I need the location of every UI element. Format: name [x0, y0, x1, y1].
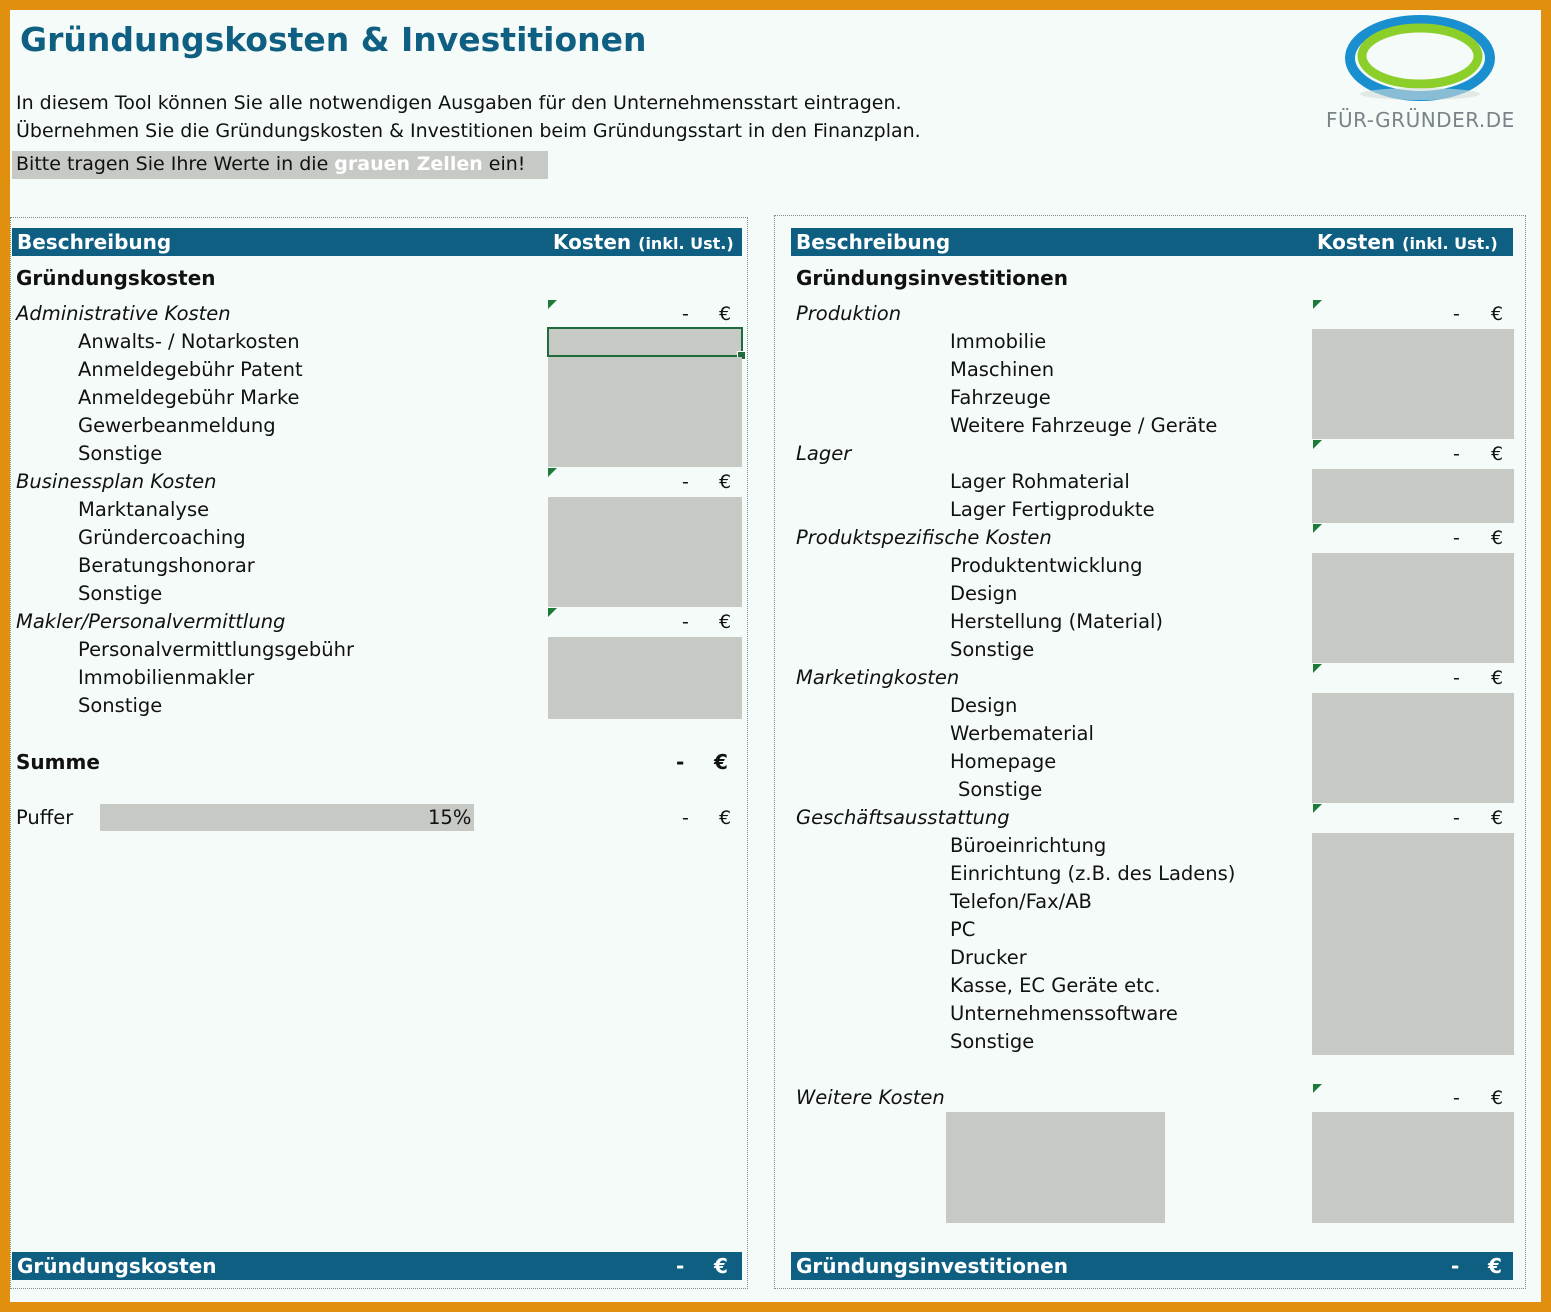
footer-currency: €: [714, 1254, 728, 1278]
group-value: -: [682, 303, 689, 325]
sum-value: -: [676, 750, 685, 774]
group-value: -: [1453, 1087, 1460, 1109]
buffer-percent: 15%: [428, 806, 472, 829]
page-title: Gründungskosten & Investitionen: [20, 20, 647, 59]
item-label: Sonstige: [950, 1030, 1035, 1053]
table-header-right: [791, 228, 1513, 256]
item-label: Anwalts- / Notarkosten: [78, 330, 300, 353]
comment-indicator-icon: [548, 300, 557, 309]
item-label: Maschinen: [950, 358, 1055, 381]
item-label: Gewerbeanmeldung: [78, 414, 276, 437]
group-businessplan: Businessplan Kosten: [16, 470, 217, 493]
item-label: Telefon/Fax/AB: [950, 890, 1092, 913]
item-label: Beratungshonorar: [78, 554, 255, 577]
item-label: Fahrzeuge: [950, 386, 1051, 409]
footer-currency: €: [1488, 1254, 1502, 1278]
footer-value: -: [1451, 1254, 1460, 1278]
table-header-left: [12, 228, 742, 256]
item-label: Marktanalyse: [78, 498, 210, 521]
group-value: -: [1453, 443, 1460, 465]
comment-indicator-icon: [1313, 664, 1322, 673]
group-value: -: [1453, 527, 1460, 549]
input-cells[interactable]: [1312, 833, 1514, 1055]
footer-total-left: [12, 1252, 742, 1280]
comment-indicator-icon: [548, 468, 557, 477]
group-lager: Lager: [796, 442, 852, 465]
group-value: -: [682, 611, 689, 633]
input-cells-description[interactable]: [946, 1112, 1165, 1223]
sum-currency: €: [714, 750, 728, 774]
comment-indicator-icon: [548, 608, 557, 617]
group-value: -: [1453, 807, 1460, 829]
buffer-label: Puffer: [16, 806, 74, 829]
comment-indicator-icon: [1313, 1084, 1322, 1093]
item-label: Anmeldegebühr Marke: [78, 386, 300, 409]
comment-indicator-icon: [1313, 524, 1322, 533]
input-cells[interactable]: [1312, 329, 1514, 439]
buffer-currency: €: [719, 807, 732, 829]
spreadsheet-sheet: [10, 10, 1541, 1302]
item-label: Homepage: [950, 750, 1057, 773]
item-label: Anmeldegebühr Patent: [78, 358, 303, 381]
input-cells[interactable]: [548, 357, 742, 467]
group-produktspezifisch: Produktspezifische Kosten: [796, 526, 1052, 549]
currency-symbol: €: [1491, 1087, 1504, 1109]
item-label: Kasse, EC Geräte etc.: [950, 974, 1161, 997]
footer-value: -: [676, 1254, 685, 1278]
item-label: Lager Rohmaterial: [950, 470, 1130, 493]
currency-symbol: €: [1491, 527, 1504, 549]
group-value: -: [682, 471, 689, 493]
col-header-description: Beschreibung: [796, 230, 951, 254]
item-label: Immobilie: [950, 330, 1047, 353]
item-label: Lager Fertigprodukte: [950, 498, 1155, 521]
buffer-value: -: [682, 807, 689, 829]
item-label: Gründercoaching: [78, 526, 246, 549]
currency-symbol: €: [719, 471, 732, 493]
footer-label: Gründungsinvestitionen: [796, 1254, 1068, 1278]
group-produktion: Produktion: [796, 302, 902, 325]
comment-indicator-icon: [1313, 300, 1322, 309]
currency-symbol: €: [1491, 443, 1504, 465]
input-cells[interactable]: [1312, 693, 1514, 803]
item-label: Weitere Fahrzeuge / Geräte: [950, 414, 1218, 437]
col-header-cost: Kosten (inkl. Ust.): [1317, 230, 1498, 254]
col-header-description: Beschreibung: [17, 230, 172, 254]
input-cells[interactable]: [1312, 1112, 1514, 1223]
group-value: -: [1453, 667, 1460, 689]
item-label: Immobilienmakler: [78, 666, 255, 689]
item-label: Design: [950, 694, 1018, 717]
input-cells[interactable]: [1312, 553, 1514, 663]
item-label: Sonstige: [78, 582, 163, 605]
section-title-left: Gründungskosten: [16, 266, 216, 290]
footer-label: Gründungskosten: [17, 1254, 217, 1278]
item-label: Sonstige: [78, 694, 163, 717]
group-administrative: Administrative Kosten: [16, 302, 231, 325]
currency-symbol: €: [1491, 303, 1504, 325]
item-label: PC: [950, 918, 976, 941]
group-marketing: Marketingkosten: [796, 666, 960, 689]
group-makler: Makler/Personalvermittlung: [16, 610, 286, 633]
buffer-percent-input[interactable]: [100, 804, 474, 831]
sum-label: Summe: [16, 750, 100, 774]
hint-text: Bitte tragen Sie Ihre Werte in die grauen Zellen ein!: [16, 153, 526, 175]
intro-line-1: In diesem Tool können Sie alle notwendigen Ausgaben für den Unternehmensstart eintragen.: [16, 92, 902, 114]
item-label: Unternehmenssoftware: [950, 1002, 1178, 1025]
intro-line-2: Übernehmen Sie die Gründungskosten & Investitionen beim Gründungsstart in den Finanzplan.: [16, 120, 921, 142]
input-cells[interactable]: [1312, 469, 1514, 523]
group-geschaeftsausstattung: Geschäftsausstattung: [796, 806, 1010, 829]
input-cell-selected[interactable]: [547, 327, 743, 357]
comment-indicator-icon: [1313, 440, 1322, 449]
currency-symbol: €: [1491, 667, 1504, 689]
group-weitere-kosten: Weitere Kosten: [796, 1086, 945, 1109]
currency-symbol: €: [719, 303, 732, 325]
item-label: Design: [950, 582, 1018, 605]
item-label: Herstellung (Material): [950, 610, 1164, 633]
hint-highlight: grauen Zellen: [334, 153, 483, 175]
item-label: Personalvermittlungsgebühr: [78, 638, 354, 661]
logo-text: FÜR-GRÜNDER.DE: [1326, 108, 1515, 132]
item-label: Sonstige: [950, 638, 1035, 661]
currency-symbol: €: [719, 611, 732, 633]
col-header-cost: Kosten (inkl. Ust.): [553, 230, 734, 254]
item-label: Büroeinrichtung: [950, 834, 1107, 857]
footer-total-right: [791, 1252, 1513, 1280]
item-label: Sonstige: [958, 778, 1043, 801]
input-cells[interactable]: [548, 637, 742, 719]
group-value: -: [1453, 303, 1460, 325]
comment-indicator-icon: [1313, 804, 1322, 813]
item-label: Sonstige: [78, 442, 163, 465]
item-label: Werbematerial: [950, 722, 1094, 745]
item-label: Drucker: [950, 946, 1027, 969]
item-label: Einrichtung (z.B. des Ladens): [950, 862, 1236, 885]
section-title-right: Gründungsinvestitionen: [796, 266, 1068, 290]
item-label: Produktentwicklung: [950, 554, 1143, 577]
input-cells[interactable]: [548, 497, 742, 607]
currency-symbol: €: [1491, 807, 1504, 829]
